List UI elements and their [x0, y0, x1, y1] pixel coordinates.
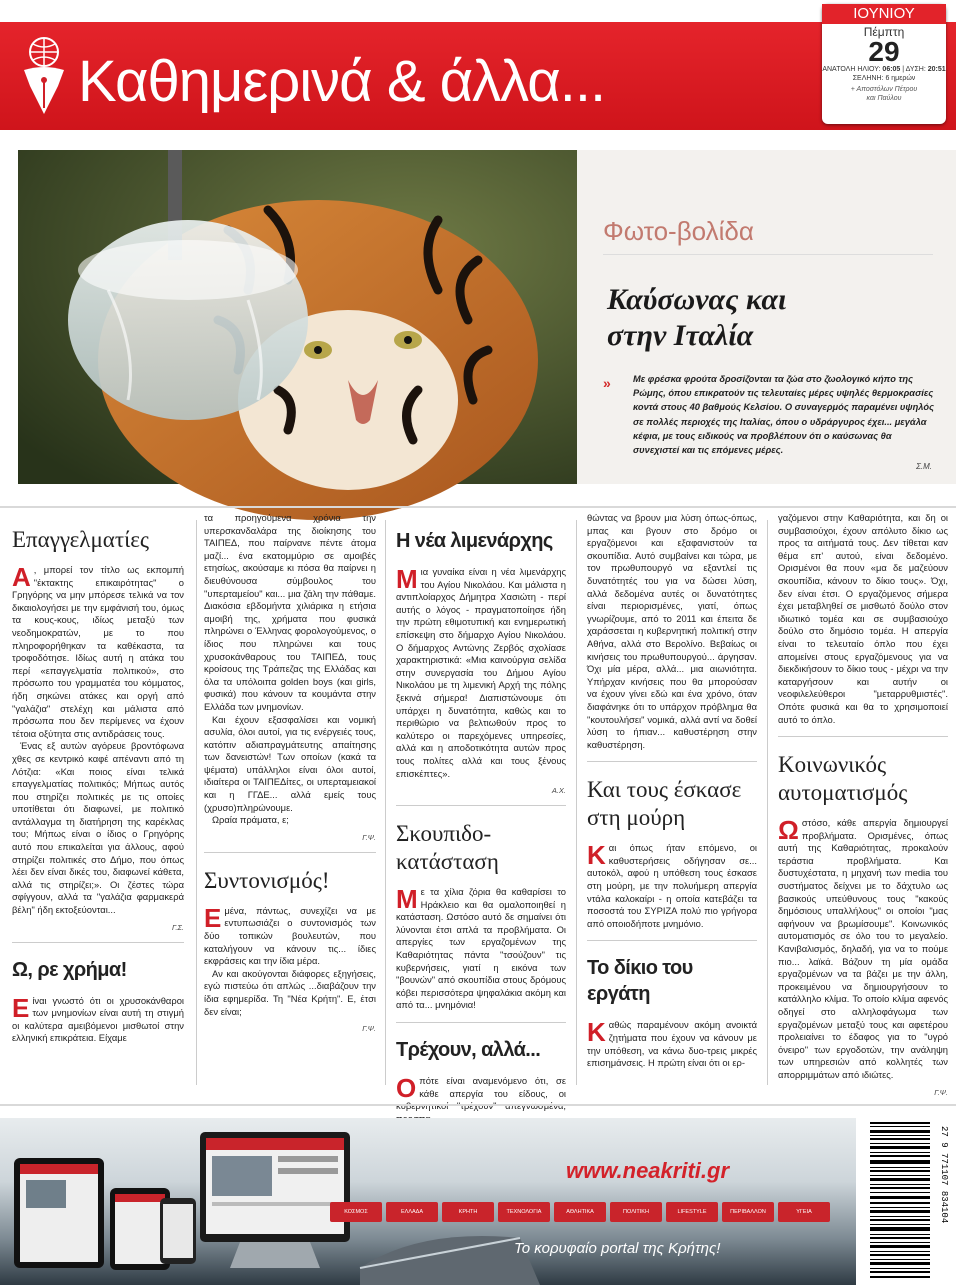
pen-globe-logo-icon: [14, 34, 74, 114]
article-divider: [396, 1022, 566, 1023]
article-paragraph: τα προηγούμενα χρόνια την υπερσκανδαλάρα της διοίκησης του ΤΑΙΠΕΔ, που παίρνανε πέντε άτομα μαζί... ένα εκατομμύριο σε αμοιβές ετησίως, ακούσαμε κι πόσα θα παίρνει η διευθύνουσα σύμβουλος του "υπερταμείου" και... μια ζάλη την πάθαμε. Διακόσια εβδομήντα χιλιάρικα η ετήσια αμοιβή της, χρήματα που φυσικά πληρώνει ο Έλληνας φορολογούμενος, ο ίδιος που πληρώνει και τους χρυσοκάνθαρους του ΤΑΙΠΕΔ, τους κροίσους της Τράπεζας της Ελλάδας και όλα τα υπόλοιπα golden boys (και girls, φυσικά) που κάνουν τα κουμάντα στην Ελλάδα των μνημονίων.: [204, 512, 376, 712]
article-epaggelmaties: [12, 526, 184, 932]
photo-feature: [0, 140, 956, 492]
column-5: [778, 512, 948, 1097]
ad-nav-item: ΠΕΡΙΒΑΛΛΟΝ: [722, 1202, 774, 1222]
article-paragraph: Ωστόσο, κάθε απεργία δημιουργεί προβλήματα. Ορισμένες, όπως αυτή της Καθαριότητας, προκαλούν τεράστια προβλήματα. Και δυστυχέστατα, η μηχανή των media του συστήματος δείχνει με το δάχτυλο ως βασικούς υπεύθυνους τους "κακούς δημόσιους υπαλλήλους" οι οποίοι "μας αφήνουν να βρωμίσουμε". Κοινωνικός αυτοματισμός σε όλο του το μεγαλείο. Κανιβαλισμός, δηλαδή, για να το πούμε πιο... λαϊκά. Βάζουν τη μία ομάδα εργαζομένων να τα βάζει με την άλλη, προκειμένου να δημιουργήσουν το κατάλληλο κλίμα. Το οποίο κλίμα αφενός οδηγεί στο αλληλοφάγωμα των εργαζομένων μεταξύ τους και αφετέρου προλειαίνει το έδαφος για το "υγρό όνειρο" των εργοδοτών, την ανάληψη των υπηρεσιών από κολλητές των απορριμμάτων από ιδιώτες.: [778, 815, 948, 1080]
article-trexoun-alla: [396, 1037, 566, 1125]
article-koinonikos-automatismos: [778, 751, 948, 1096]
ad-nav-item: LIFESTYLE: [666, 1202, 718, 1222]
barcode-icon: [870, 1122, 930, 1280]
article-syntonismos: [204, 867, 376, 1033]
tiger-ice-photo: [18, 150, 577, 484]
article-dikio-ergati: [587, 955, 757, 1069]
calendar-moon: ΣΕΛΗΝΗ: 6 ημερών: [852, 75, 916, 82]
article-paragraph: Είναι γνωστό ότι οι χρυσοκάνθαροι των μνημονίων είναι αυτή τη στιγμή οι καλύτερα αμειβόμενοι μισθωτοί στην ελληνική επικράτεια. Είχαμε: [12, 992, 184, 1044]
article-title: Συντονισμός!: [204, 867, 330, 893]
feature-divider: [603, 254, 933, 255]
column-1: [12, 512, 184, 1094]
ad-nav-item: ΚΡΗΤΗ: [442, 1202, 494, 1222]
feature-text-panel: [577, 150, 956, 484]
section-label: Φωτο-βολίδα: [603, 216, 754, 246]
calendar-saints: + Αποστόλων Πέτρου και Παύλου: [850, 86, 918, 102]
article-title: Το δίκιο του εργάτη: [587, 957, 693, 1006]
article-divider: [778, 736, 948, 737]
author-initials: Γ.Σ.: [172, 922, 184, 932]
article-tous-eskase: [587, 776, 757, 930]
column-3: [396, 512, 566, 1104]
tiger-photo-illustration: [18, 150, 577, 484]
article-paragraph: Και όπως ήταν επόμενο, οι καθυστερήσεις οδήγησαν σε... αυτοκόλ, αφού η υπόθεση τους έσκασε στη μούρη, με την πολυήμερη απεργία ντάλα καλοκαίρι - η οποία κατεβάζει τα ποσοστά του ΣΥΡΙΖΑ πολύ πιο γρήγορα από οποιοδήποτε μνημόνιο.: [587, 840, 757, 929]
article-title: Η νέα λιμενάρχης: [396, 530, 553, 552]
calendar-day: 29: [868, 36, 900, 67]
article-paragraph: Αν και ακούγονται διάφορες εξηγήσεις, εγώ πιστεύω ότι απλώς ...διαβάζουν την ίδια εφημερίδα. Τη "Νέα Κρήτη". Ε, έτσι δεν είναι;: [204, 967, 376, 1017]
article-paragraph: Με τα χίλια ζόρια θα καθαρίσει το Ηράκλειο και θα ομαλοποιηθεί η κατάσταση. Ωστόσο αυτό δε σημαίνει ότι λύνονται έτσι απλά τα προβλήματα. Οι απεργίες των εργαζομένων της Καθαριότητας πάντα "τσούζουν" τις κυβερνήσεις, γιατί η εικόνα των "βουνών" από σκουπίδια στους δρόμους κόβει περισσότερα ψηφαλάκια ακόμη και από τα... μνημόνια!: [396, 884, 566, 1011]
article-divider: [587, 761, 757, 762]
feature-signature: Σ.Μ.: [916, 462, 932, 471]
ad-tagline: Το κορυφαίο portal της Κρήτης!: [514, 1240, 721, 1257]
article-divider: [12, 942, 184, 943]
article-title: Ω, ρε χρήμα!: [12, 958, 127, 981]
author-initials: Γ.Ψ.: [362, 1024, 376, 1034]
article-continuation: [204, 512, 376, 842]
article-skoupido-katastasi: [396, 820, 566, 1012]
article-paragraph: Μια γυναίκα είναι η νέα λιμενάρχης του Αγίου Νικολάου. Και μάλιστα η αντιπλοίαρχος Δήμητρα Χασιώτη - περί αυτής ο λόγος - πραγματοποίησε ήδη την πρώτη εθιμοτυπική και ενημερωτική επίσκεψη στο δήμαρχο Αγίου Νικολάου. Ο δήμαρχος Αντώνης Ζερβός σχολίασε χαρακτηριστικά: «Μια καινούργια σελίδα στην συνεργασία του Δήμου Αγίου Νικολάου με τη λιμενική Αρχή της πόλης ξεκινά σήμερα! Διαπιστώνουμε ότι υπάρχει η δυνατότητα, καθώς και το περιθώριο να βελτιωθούν προς το καλύτερο οι παρεχόμενες υπηρεσίες, αλλά και η αποδοτικότητα αυτών προς τους πολίτες αλλά και τους ξένους επισκέπτες».: [396, 564, 566, 779]
article-title: Σκουπιδο-κατάσταση: [396, 821, 499, 875]
column-separator: [576, 520, 577, 1085]
article-paragraph: θώντας να βρουν μια λύση όπως-όπως, μπας και βγουν στο δρόμο οι εργαζόμενοι και εξαφανιστούν τα σκουπίδια. Αυτό συμβαίνει και τώρα, με τον πρωθυπουργό να εξαντλεί τις δυνατότητές του για να δώσει λύση, αλλά δεδομένα αυτές οι δυνατότητες είναι περιορισμένες, γιατί, όπως γνωρίζουμε, από το 2011 και έπειτα δε χαράσσεται η κυβερνητική πολιτική στην Αθήνα, αλλά στο Βερολίνο. Βεβαίως οι κινήσεις του πρωθυπουργού... άργησαν. Όχι μία μέρα, αλλά... μια αιωνιότητα. Υπήρχαν κινήσεις που θα μπορούσαν να έχουν γίνει εδώ και ένα χρόνο, όταν διαφάνηκε ότι το υπάρχον πρόβλημα θα "κουτουλήσει" νομικά, αλλά αντί να δοθεί λύση το ήπιαν... καθυστέρηση στην καθυστέρηση.: [587, 512, 757, 750]
column-separator: [385, 520, 386, 1085]
column-4: [587, 512, 757, 1094]
article-paragraph: Οπότε είναι αναμενόμενο ότι, σε κάθε απεργία του είδους, οι: [396, 1073, 566, 1104]
section-divider: [0, 506, 956, 508]
article-nea-limenarxis: [396, 528, 566, 795]
article-o-re-xrima: [12, 957, 184, 1045]
ad-nav-item: ΤΕΧΝΟΛΟΓΙΑ: [498, 1202, 550, 1222]
article-title: Τρέχουν, αλλά...: [396, 1039, 541, 1062]
article-continuation: [778, 512, 948, 726]
masthead-header: [0, 0, 956, 140]
feature-body: Με φρέσκα φρούτα δροσίζονται τα ζώα στο ζωολογικό κήπο της Ρώμης, όπου επικρατούν τις τελευταίες μέρες υψηλές θερμοκρασίες κοντά στους 40 βαθμούς Κελσίου. Ο συναγερμός παραμένει υψηλός σε πολλές περιοχές της Ιταλίας, όπου ο υδράργυρος έχει... μεγάλα κέφια, με τους ειδικούς να προβλέπουν ότι ο καύσωνας θα συνεχιστεί και τις επόμενες μέρες.: [633, 374, 934, 456]
article-paragraph: γαζόμενοι στην Καθαριότητα, και δη οι συμβασιούχοι, έχουν απόλυτο δίκιο ως προς τα αιτήματά τους. Δεν τίθεται καν θέμα επ' αυτού, είναι δεδομένο. Ορισμένοι θα πουν «μα δε μαζεύουν σκουπίδια, κάνουν το δίκιο τους». Όχι, δεν είναι έτσι. Ο εργαζόμενος σήμερα έχει μεταβληθεί σε μισθωτό δούλο στον ιδιωτικό τομέα και σε συμβασιούχο δούλο στο δημόσιο τομέα. Η απεργία είναι το τελευταίο όπλο που έχει απομείνει στους εργαζόμενους για να διεκδικήσουν το δίκιο τους - μέχρι να την καταργήσουν και αυτήν οι νεοφιλελεύθεροι "μεταρρυθμιστές". Οπότε φυσικά και θα το χρησιμοποιεί αυτό το όπλο.: [778, 512, 948, 725]
double-chevron-icon: »: [603, 375, 611, 391]
ad-nav-item: ΥΓΕΙΑ: [778, 1202, 830, 1222]
article-paragraph: Και έχουν εξασφαλίσει και νομική ασυλία, όλοι αυτοί, για τις ενέργειές τους, κατόπιν αδιαπραγμάτευτης απαίτησης των δανειστών! Των οποίων (κακά τα ψέματα) υπάλληλοι είναι όλοι αυτοί, ιδιαίτερα οι ΤΑΙΠΕΔίτες, οι υπερταμειακοί και η ΓΓΔΕ... αλλά εμείς τους (χρυσο)πληρώνουμε.: [204, 713, 376, 813]
article-continuation: [587, 512, 757, 751]
author-initials: Γ.Ψ.: [362, 832, 376, 842]
article-title: Κοινωνικός αυτοματισμός: [778, 752, 908, 806]
ad-category-nav: [330, 1202, 830, 1222]
column-2: [204, 512, 376, 1094]
column-separator: [196, 520, 197, 1085]
ad-divider: [0, 1104, 956, 1106]
ad-nav-item: ΕΛΛΑΔΑ: [386, 1202, 438, 1222]
ad-nav-item: ΑΘΛΗΤΙΚΑ: [554, 1202, 606, 1222]
author-initials: Γ.Ψ.: [934, 1087, 948, 1097]
feature-title: Καύσωνας και στην Ιταλία: [607, 283, 787, 352]
masthead-title: Καθημερινά & άλλα...: [78, 49, 606, 114]
article-paragraph: Καθώς παραμένουν ακόμη ανοικτά ζητήματα που έχουν να κάνουν με την υπόθεση, να κάνω δυο-τρεις μικρές επισημάνσεις. Η πρώτη είναι ότι οι ερ-: [587, 1017, 757, 1069]
article-divider: [587, 940, 757, 941]
ad-nav-item: ΚΟΣΜΟΣ: [330, 1202, 382, 1222]
calendar-month: ΙΟΥΝΙΟΥ: [822, 4, 946, 24]
author-initials: Α.Χ.: [551, 786, 566, 796]
date-calendar: [822, 4, 946, 124]
article-paragraph: Ωραία πράματα, ε;: [212, 814, 289, 826]
column-separator: [767, 520, 768, 1085]
article-title: Και τους έσκασε στη μούρη: [587, 777, 742, 831]
article-divider: [204, 852, 376, 853]
calendar-sun: ΑΝΑΤΟΛΗ ΗΛΙΟΥ: 06:05 | ΔΥΣΗ: 20:51: [822, 66, 946, 73]
article-paragraph: Α , μπορεί τον τίτλο ως εκπομπή "έκτακτης επικαιρότητας" ο Γρηγόρης να μην μπόρεσε τελικά να τον δικαιολογήσει με την εμφάνισή του, όμως τα κους-κους, ιδίως μεταξύ των νεοδημοκρατών, με το που πληροφορήθηκαν τα καθέκαστα, τα τροφοδότησε. Ιδίως αυτή η ατάκα του περί «επαγγελματία πολιτικού», στο πρόσωπο του γραμματέα του κόμματος, ήδη σηκώνει ατάκες και οργή από "γαλάζια" στελέχη και μάλιστα από πρόσωπα που δεν περίμενες να έχουν τέτοια οξύτητα στις αντιδράσεις τους.: [12, 562, 184, 739]
article-divider: [396, 805, 566, 806]
article-title: Επαγγελματίες: [12, 527, 150, 552]
article-paragraph: Ένας εξ αυτών αγόρευε βροντόφωνα χθες σε κεντρικό καφέ απέναντι από τη Λότζια: «Και ποιος είναι τελικά επαγγελματίας πολιτικός; Μήπως αυτός που στηρίζει πολιτικές με τις οποίες υποτίθεται ότι διαφωνεί, με πολιτικό αντάλλαγμα τη διατήρηση της καρέκλας του; Μήπως είναι ο ίδιος ο Γρηγόρης αυτό που επικαλείται για άλλους, αφού στηρίζει πολιτικές στο Δήμο, που όπως λέει δεν είναι δικές του, διαφωνεί κάθετα, αλλά τις στηρίζει;». Οι ζέστες τώρα σφίγγουν, αλλά τα "γαλάζια φαρμακερά βέλη" ήδη εκτοξεύονται...: [12, 740, 184, 916]
article-paragraph: Εμένα, πάντως, συνεχίζει να με εντυπωσιάζει ο συντονισμός των δύο τοπικών βουλευτών, που καταλήγουν να κάνουν τις... ίδιες εκφράσεις και την ίδια μέρα.: [204, 902, 376, 967]
ad-website-link[interactable]: www.neakriti.gr: [566, 1158, 730, 1183]
neakriti-advert[interactable]: [0, 1118, 956, 1285]
calendar-weekday: Πέμπτη: [863, 25, 905, 39]
issue-barcode: [856, 1118, 956, 1285]
barcode-number: 27 9 771107 834104: [939, 1126, 949, 1224]
ad-nav-item: ΠΟΛΙΤΙΚΗ: [610, 1202, 662, 1222]
